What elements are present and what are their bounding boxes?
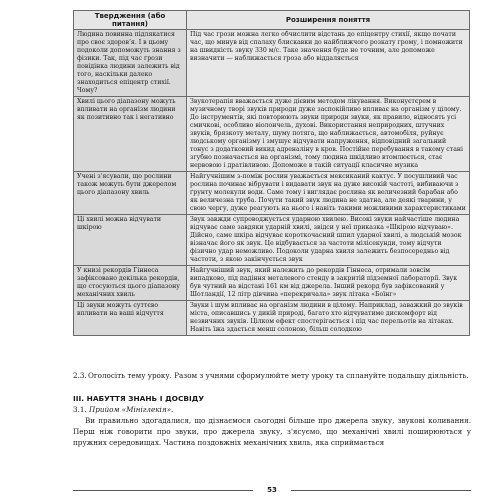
body-paragraph [73,416,471,448]
page-number: 53 [267,486,277,494]
table-header-expansion: Розширення поняття [187,11,470,30]
table-header-row [74,11,470,30]
subsection-3-1 [73,405,173,414]
table-cell-expansion: Звукотерапія вважається дуже дієвим методом лікування. Виконуєтєрем в музичному творі звуків природи дуже заспокійливо впливає на організм у цілому. До інструментів, які повторюють звуки природи звуки, як правило, відносять усі смичкові, особливо віолончель, духові. Використання неприродних, штучних звуків, брязкоту металу, шуму потяга, що наближається, автомобіля, руйнує людському організму і змушує відчувати напруження, відповідний загальний тонус з додатковий викид адреналіну в кров. Постійне перебування в такому стані згубно позначається на організмі, тому людина шкідливо втомлюється, стає нервовою і дратівливою. Допоможе в такій ситуації класичне музика [187,97,470,172]
footer-rule-right [291,490,471,491]
subsection-3-1-title: Прийом «Мініглекія». [89,405,174,414]
table-cell-statement: Хвилі цього діапазону можуть впливати на організм людини як позитивно так і негативно [74,97,187,172]
table-row [74,30,470,97]
table-row [74,301,470,336]
table-header-statement: Твердження (або питання) [74,11,187,30]
section-3-heading: III. НАБУТТЯ ЗНАНЬ І ДОСВІДУ [73,394,205,403]
table-cell-statement: Ці хвилі можна відчувати шкірою [74,215,187,266]
page-footer [73,486,471,494]
table-row [74,266,470,301]
table-cell-expansion: Найгучнішим з-поміж рослин уважається мексиканий кактус. У посушливий час рослина починає вібрувати і видавати звук на дуже високій частоті, вибиваючи з ґрунту молекули води. Саме тому і виглядає рослина як величезний барабан або як величезна труба. Почути такий звук людина не здатна, але деякі тварини, у свою чергу, дуже реагують на нього і навіть такими можливими характеристиками [187,172,470,215]
concept-table [73,10,470,336]
section-2-3-text: Оголосіть тему уроку. Разом з учнями сформулюйте мету уроку та сплануйте подальшу діяльність. [88,371,469,380]
table-cell-expansion: Найгучніший звук, який належить до рекордів Гіннеса, отримали зовсім випадково, під падіння металевого стенду в закритій підземної лабораторії. Звук був чутний на відстані 161 км від джерела. Інший рекорд був зафіксований у Шотландії, 12 літр дівчина «перекричала» звук літака «Боїнг» [187,266,470,301]
table-cell-statement: У книзі рекордів Гіннеса зафіксовано декілька рекордів, що стосуються цього діапазону механічних хвиль [74,266,187,301]
table-cell-expansion: Звуки і шум впливає на організм людини в цілому. Наприклад, заважкий до звуків міста, описавшись у дикій природі, багато хто відчуватиме дискомфорт від незвичних звуків. Цілком ефект спостерігається і під час перельотів на літаках. Навіть їжа здається менш солоною, більш солодкою [187,301,470,336]
table-row [74,172,470,215]
table-row [74,215,470,266]
paragraph-text: Ви правильно здогадалися, що дізнаємося сьогодні більше про джерела звуку, звукові коливання. Перш ніж говорити про звуки, про джерела звуку, з'ясуємо, що механічні хвилі поширюються у пружних середовищах. Частина поздовжніх механічних хвиль, яка сприймається [73,416,471,447]
table-cell-statement: Учені з'ясували, що рослини також можуть бути джерелом цього діапазону хвиль [74,172,187,215]
table-row [74,97,470,172]
table-cell-expansion: Звук завжди супроводжується ударною хвилею. Високі звуки найчастіше людина відчуває саме завдяки ударній хвилі, звідси у неї приказка «Шкірою відчуваю». Дійсно, саме шкіра відчуває короткочасний шпил ударної хвилі, а людській мозок візначає його як звук. Це відбувається за частоти мілісекунди, тому відчути фізично удар неможливо. Подоколи ударна хвиля залежить безпосередньо від частоти, з якою закінчується звук [187,215,470,266]
section-2-3-number: 2.3. [73,371,87,380]
table-cell-statement: Ці звуки можуть суттєво впливати на ваші відчуття [74,301,187,336]
table-cell-statement: Людина повинна підлякатися про своє здоров’я. І в цьому подоколи допоможуть знання з фізики. Так, під час грози повідінка людини залежить від того, наскільки далеко знаходиться епіцентр стихії. Чому? [74,30,187,97]
table-cell-expansion: Під час грози можна легко обчислити відстань до епіцентру стихії, якщо почати час, що минув від спалаху блискавки до найближчого розкату грому, і помножити на швидкість звуку 330 м/с. Таке значення буде не точним, але допоможе визначити — наближається гроза або віддаляється [187,30,470,97]
subsection-3-1-number: 3.1. [73,405,87,414]
section-2-3 [73,371,473,381]
